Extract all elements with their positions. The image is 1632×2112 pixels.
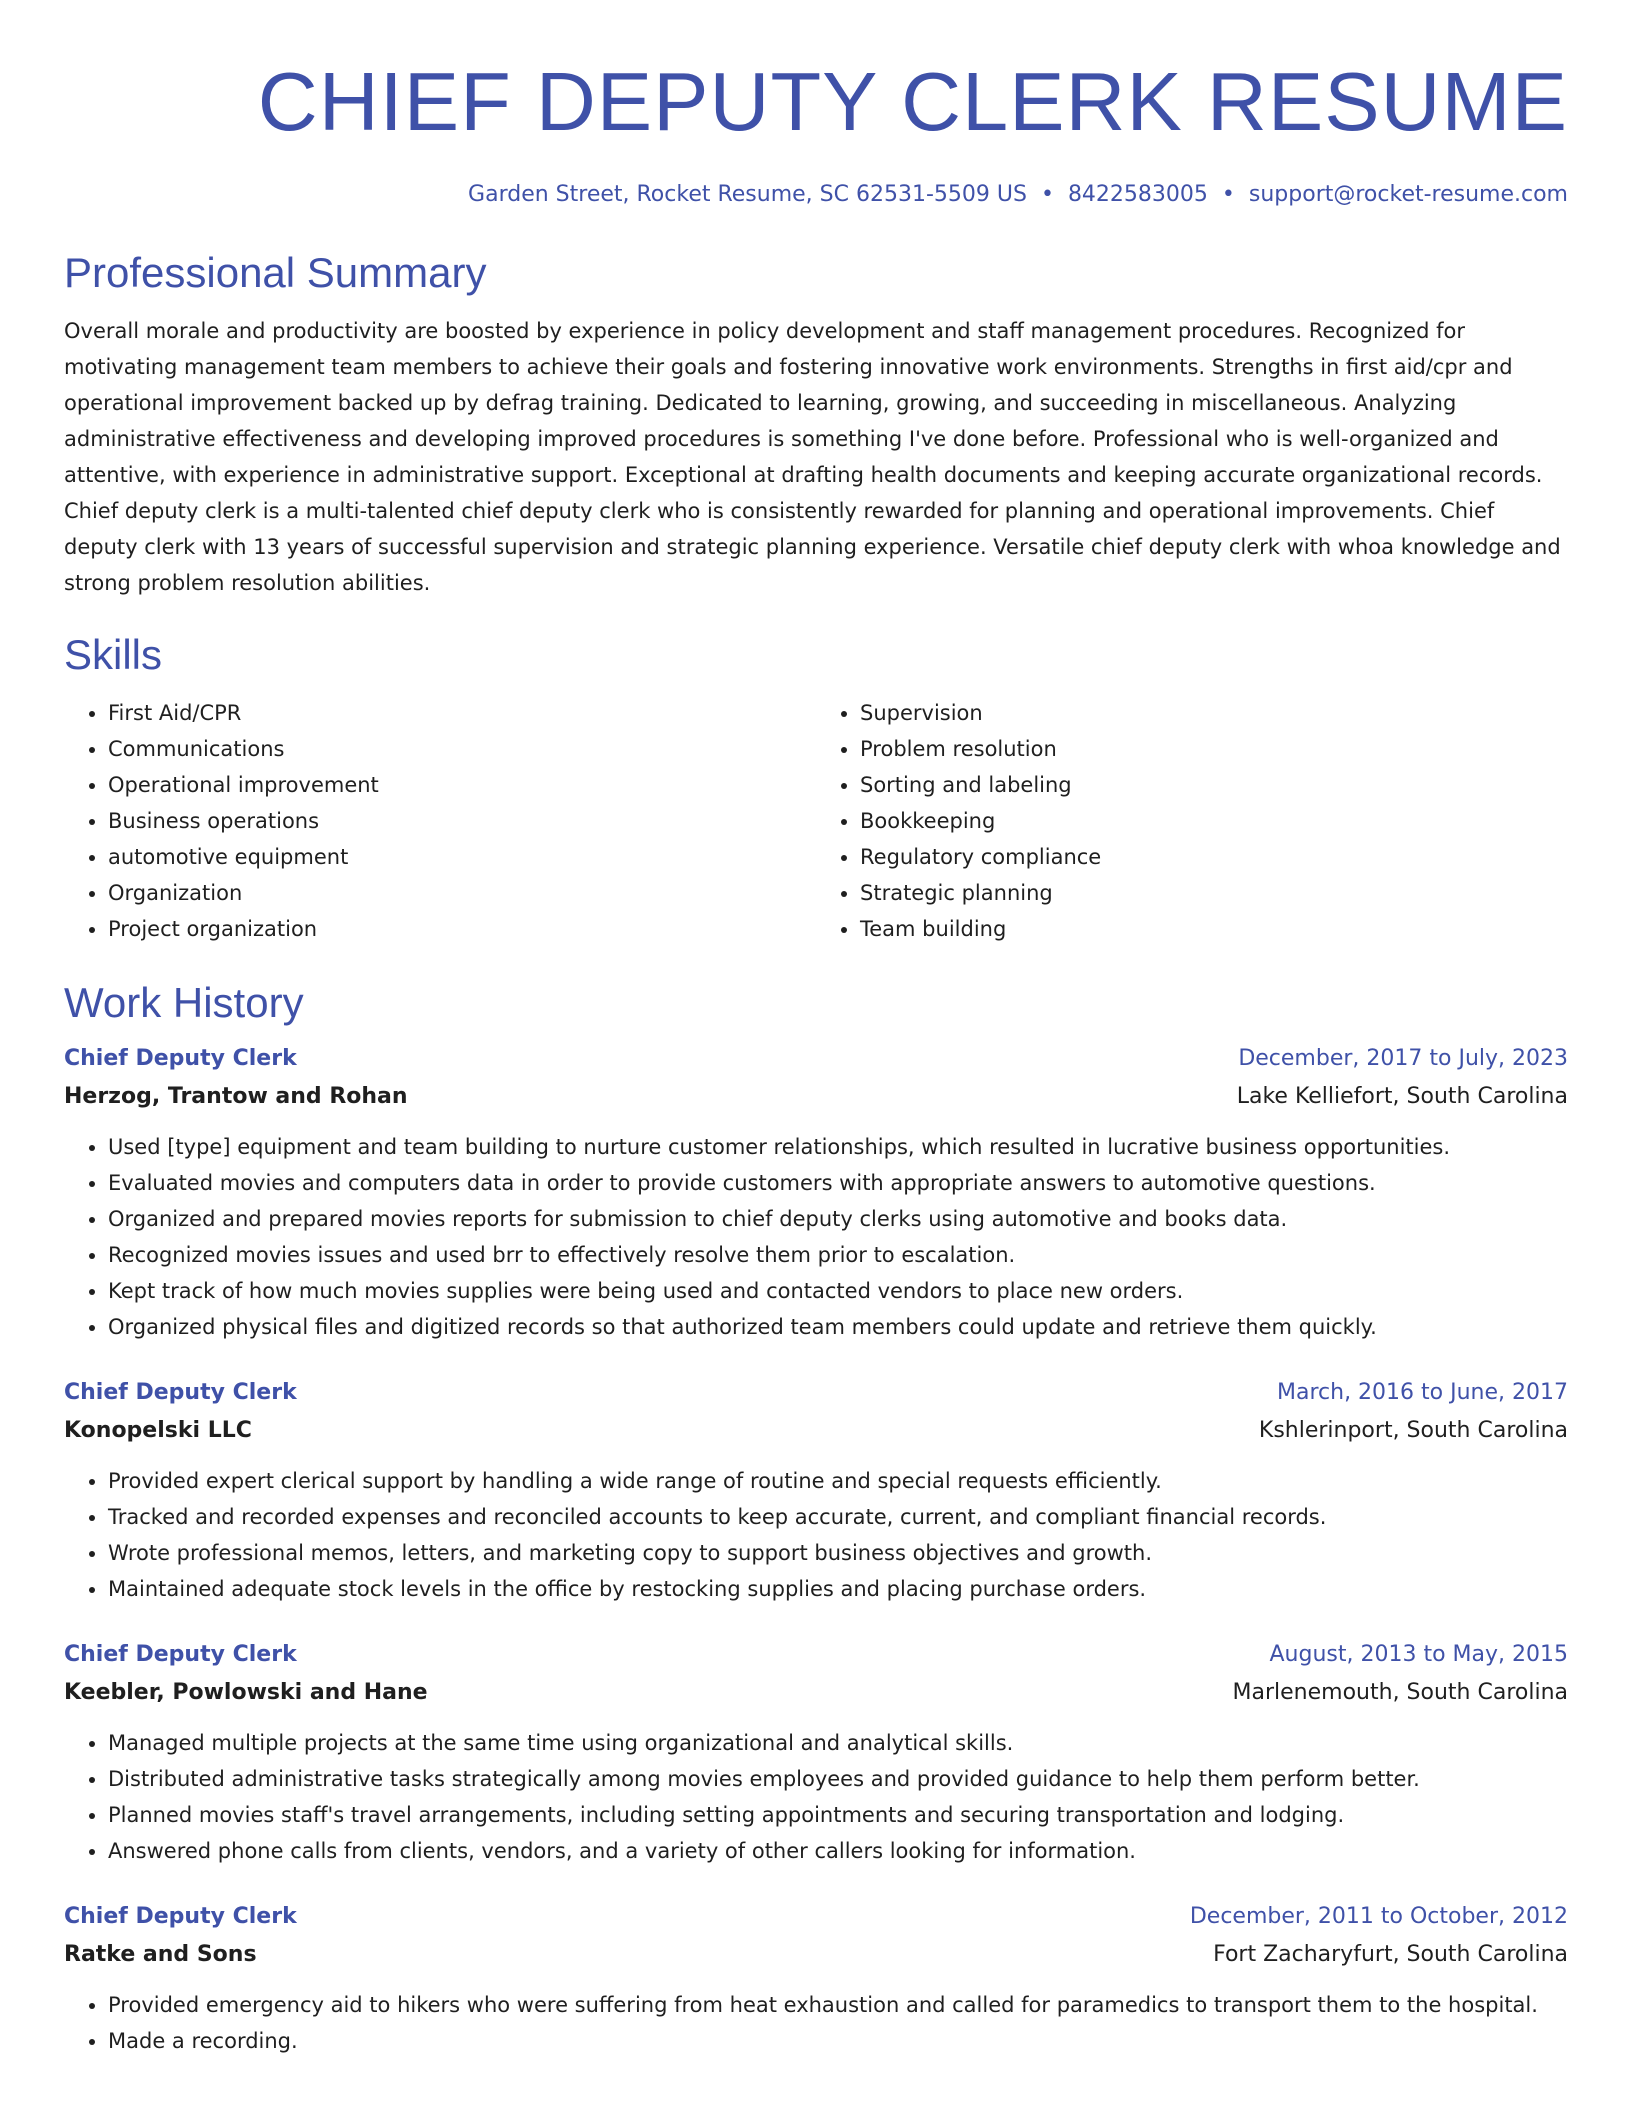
job-bullet: • Evaluated movies and computers data in order to provide customers with appropriate answers to automotive questions.: [108, 1165, 1568, 1201]
job-title: Chief Deputy Clerk: [64, 1642, 297, 1667]
job-company-row: [64, 1673, 1568, 1713]
skill-item: • Supervision: [860, 695, 1568, 731]
contact-separator: •: [1040, 182, 1054, 207]
job-company: Konopelski LLC: [64, 1418, 252, 1443]
skill-item: • Business operations: [108, 803, 816, 839]
skill-item: • First Aid/CPR: [108, 695, 816, 731]
contact-address: Garden Street, Rocket Resume, SC 62531-5509 US: [468, 182, 1027, 207]
skill-item: • Operational improvement: [108, 767, 816, 803]
job-company-row: [64, 1935, 1568, 1975]
job-company: Herzog, Trantow and Rohan: [64, 1084, 408, 1109]
contact-separator: •: [1221, 182, 1235, 207]
job-bullets: [64, 1129, 1568, 1345]
job-dates: March, 2016 to June, 2017: [1277, 1380, 1568, 1405]
job-bullet: • Kept track of how much movies supplies were being used and contacted vendors to place new orders.: [108, 1273, 1568, 1309]
job-company-row: [64, 1411, 1568, 1451]
job-company: Ratke and Sons: [64, 1942, 257, 1967]
job-entry: [64, 1375, 1568, 1607]
job-location: Fort Zacharyfurt, South Carolina: [1213, 1942, 1568, 1967]
skill-item: • Project organization: [108, 911, 816, 947]
summary-heading: Professional Summary: [64, 249, 487, 296]
skills-column-left: [64, 695, 816, 947]
job-title-row: [64, 1375, 1568, 1411]
job-title: Chief Deputy Clerk: [64, 1904, 297, 1929]
resume-title: CHIEF DEPUTY CLERK RESUME: [257, 55, 1568, 148]
skills-heading: Skills: [64, 631, 163, 678]
job-title: Chief Deputy Clerk: [64, 1380, 297, 1405]
resume-page: [64, 0, 1568, 2059]
skill-item: • Bookkeeping: [860, 803, 1568, 839]
job-title-row: [64, 1899, 1568, 1935]
skill-item: • Communications: [108, 731, 816, 767]
job-company: Keebler, Powlowski and Hane: [64, 1680, 428, 1705]
job-bullet: • Answered phone calls from clients, vendors, and a variety of other callers looking for information.: [108, 1833, 1568, 1869]
skill-item: • Team building: [860, 911, 1568, 947]
contact-line: [64, 179, 1568, 211]
job-title-row: [64, 1637, 1568, 1673]
skill-item: • Sorting and labeling: [860, 767, 1568, 803]
contact-email: support@rocket-resume.com: [1248, 182, 1568, 207]
skill-item: • Problem resolution: [860, 731, 1568, 767]
job-bullets: [64, 1463, 1568, 1607]
job-bullet: • Provided emergency aid to hikers who were suffering from heat exhaustion and called for paramedics to transport them to the hospital.: [108, 1987, 1568, 2023]
job-bullet: • Wrote professional memos, letters, and marketing copy to support business objectives and growth.: [108, 1535, 1568, 1571]
job-bullet: • Managed multiple projects at the same time using organizational and analytical skills.: [108, 1725, 1568, 1761]
job-location: Marlenemouth, South Carolina: [1232, 1680, 1568, 1705]
job-bullet: • Organized physical files and digitized records so that authorized team members could update and retrieve them quickly.: [108, 1309, 1568, 1345]
job-dates: December, 2017 to July, 2023: [1238, 1046, 1568, 1071]
job-bullet: • Made a recording.: [108, 2023, 1568, 2059]
skill-item: • Organization: [108, 875, 816, 911]
job-dates: December, 2011 to October, 2012: [1189, 1904, 1568, 1929]
job-location: Kshlerinport, South Carolina: [1258, 1418, 1568, 1443]
job-bullet: • Planned movies staff's travel arrangements, including setting appointments and securing transportation and lodging.: [108, 1797, 1568, 1833]
job-title-row: [64, 1041, 1568, 1077]
skills-column-right: [816, 695, 1568, 947]
job-entry: [64, 1899, 1568, 2059]
job-bullet: • Tracked and recorded expenses and reconciled accounts to keep accurate, current, and compliant financial records.: [108, 1499, 1568, 1535]
skills-list: [64, 695, 1568, 947]
job-bullet: • Maintained adequate stock levels in the office by restocking supplies and placing purchase orders.: [108, 1571, 1568, 1607]
job-company-row: [64, 1077, 1568, 1117]
job-entry: [64, 1041, 1568, 1345]
job-bullets: [64, 1987, 1568, 2059]
job-bullet: • Provided expert clerical support by handling a wide range of routine and special requests efficiently.: [108, 1463, 1568, 1499]
job-location: Lake Kelliefort, South Carolina: [1236, 1084, 1568, 1109]
job-bullet: • Used [type] equipment and team building to nurture customer relationships, which resulted in lucrative business opportunities.: [108, 1129, 1568, 1165]
job-entry: [64, 1637, 1568, 1869]
contact-phone: 8422583005: [1067, 182, 1208, 207]
skill-item: • automotive equipment: [108, 839, 816, 875]
job-bullet: • Organized and prepared movies reports for submission to chief deputy clerks using automotive and books data.: [108, 1201, 1568, 1237]
skill-item: • Strategic planning: [860, 875, 1568, 911]
skill-item: • Regulatory compliance: [860, 839, 1568, 875]
job-bullet: • Distributed administrative tasks strategically among movies employees and provided guidance to help them perform better.: [108, 1761, 1568, 1797]
job-bullets: [64, 1725, 1568, 1869]
job-title: Chief Deputy Clerk: [64, 1046, 297, 1071]
work-history-heading: Work History: [64, 979, 304, 1026]
job-dates: August, 2013 to May, 2015: [1269, 1642, 1568, 1667]
resume-header: [64, 0, 1568, 211]
summary-text: Overall morale and productivity are boosted by experience in policy development and staff management procedures. Recognized for motivating management team members to achieve their goals and fostering innovative work environments. Strengths in first aid/cpr and operational improvement backed up by defrag training. Dedicated to learning, growing, and succeeding in miscellaneous. Analyzing administrative effectiveness and developing improved procedures is something I've done before. Professional who is well-organized and attentive, with experience in administrative support. Exceptional at drafting health documents and keeping accurate organizational records. Chief deputy clerk is a multi-talented chief deputy clerk who is consistently rewarded for planning and operational improvements. Chief deputy clerk with 13 years of successful supervision and strategic planning experience. Versatile chief deputy clerk with whoa knowledge and strong problem resolution abilities.: [64, 319, 1561, 595]
job-bullet: • Recognized movies issues and used brr to effectively resolve them prior to escalation.: [108, 1237, 1568, 1273]
